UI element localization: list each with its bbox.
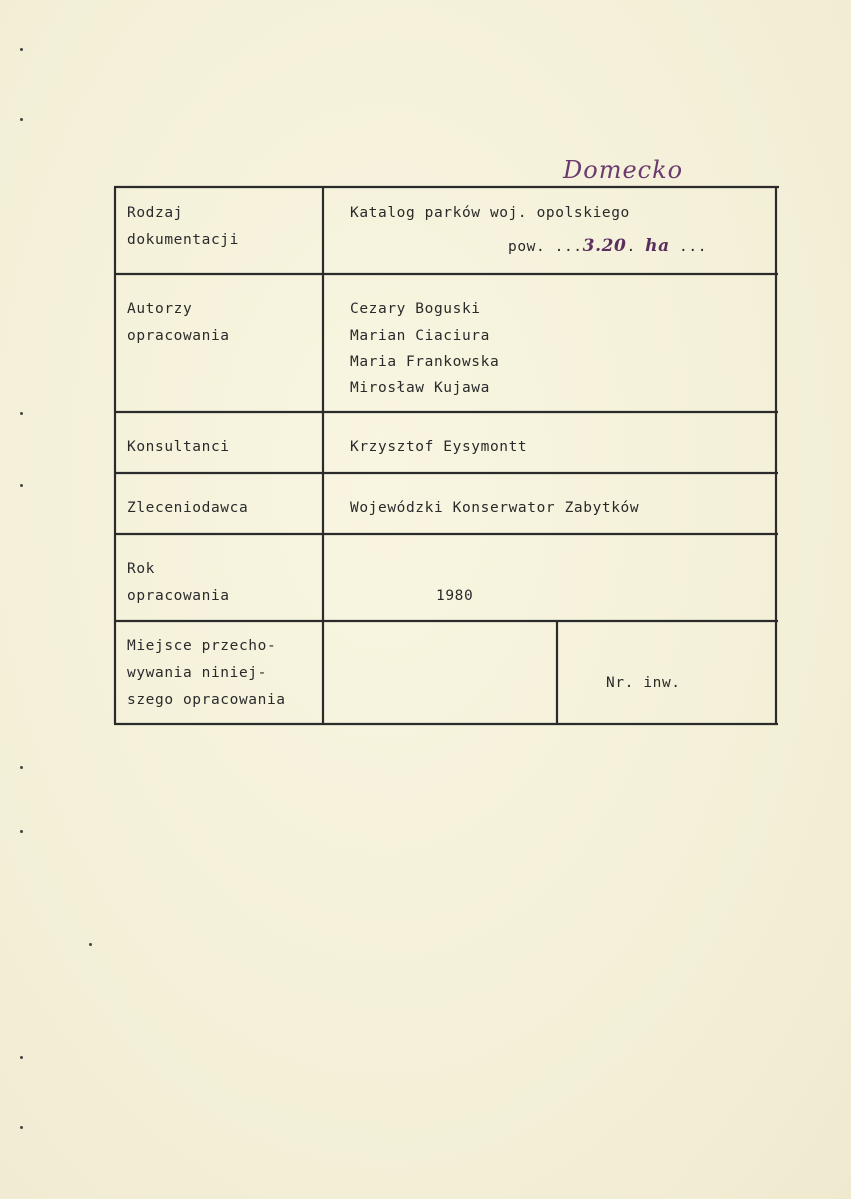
label-rok-line1: Rok bbox=[127, 561, 155, 577]
label-zleceniodawca: Zleceniodawca bbox=[127, 500, 249, 516]
label-miejsce-line2: wywania niniej- bbox=[127, 665, 267, 681]
scan-speck bbox=[20, 484, 23, 487]
handwritten-place-name: Domecko bbox=[563, 156, 684, 184]
author-name: Mirosław Kujawa bbox=[350, 380, 490, 396]
scan-speck bbox=[20, 1126, 23, 1129]
label-nr-inw: Nr. inw. bbox=[606, 675, 681, 691]
scan-speck bbox=[20, 48, 23, 51]
value-konsultanci: Krzysztof Eysymontt bbox=[350, 439, 528, 455]
label-rodzaj-line2: dokumentacji bbox=[127, 232, 239, 248]
label-rodzaj-line1: Rodzaj bbox=[127, 205, 183, 221]
value-rok: 1980 bbox=[436, 588, 474, 604]
scan-speck bbox=[20, 830, 23, 833]
author-name: Marian Ciaciura bbox=[350, 328, 490, 344]
scan-speck bbox=[20, 766, 23, 769]
area-value: 3.20 bbox=[582, 236, 627, 256]
label-autorzy-line1: Autorzy bbox=[127, 301, 193, 317]
area-unit: ha bbox=[645, 236, 670, 256]
value-rodzaj: Katalog parków woj. opolskiego bbox=[350, 205, 630, 221]
value-zleceniodawca: Wojewódzki Konserwator Zabytków bbox=[350, 500, 640, 516]
area-prefix: pow. ... bbox=[508, 239, 583, 255]
label-rok-line2: opracowania bbox=[127, 588, 230, 604]
author-name: Maria Frankowska bbox=[350, 354, 500, 370]
label-konsultanci: Konsultanci bbox=[127, 439, 230, 455]
area-line: pow. ...3.20. ha ... bbox=[508, 236, 708, 256]
label-miejsce-line3: szego opracowania bbox=[127, 692, 286, 708]
scan-speck bbox=[89, 943, 92, 946]
author-name: Cezary Boguski bbox=[350, 301, 481, 317]
scan-speck bbox=[20, 412, 23, 415]
area-suffix: ... bbox=[679, 239, 708, 255]
label-autorzy-line2: opracowania bbox=[127, 328, 230, 344]
label-miejsce-line1: Miejsce przecho- bbox=[127, 638, 277, 654]
scan-speck bbox=[20, 1056, 23, 1059]
scan-speck bbox=[20, 118, 23, 121]
